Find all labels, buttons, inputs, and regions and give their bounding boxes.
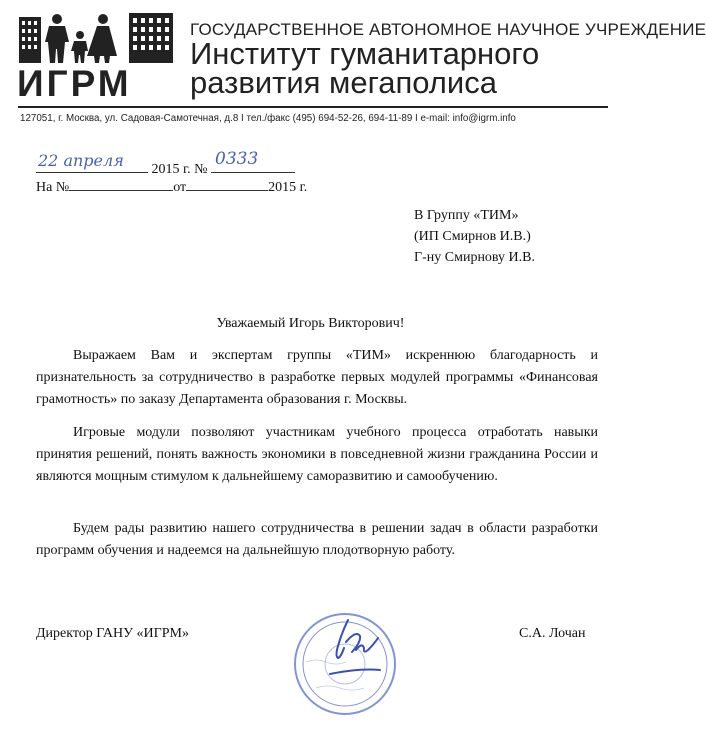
paragraph-3: Будем рады развитию нашего сотрудничества в решении задач в области разработки программ обучения и надеемся на дальнейшую плодотворную работу. <box>36 521 598 558</box>
reference-from-label: от <box>173 180 187 195</box>
paragraph-2: Игровые модули позволяют участникам учебного процесса отработать навыки принятия решений, понять важность экономики в повседневной жизни гражданина России и являются мощным стимулом к дальнейшему саморазвитию и самообучению. <box>36 425 598 484</box>
reference-date-field <box>186 176 268 191</box>
paragraph-1: Выражаем Вам и экспертам группы «ТИМ» искреннюю благодарность и признательность за сотрудничество в разработке первых модулей программы «Финансовая грамотность» по заказу Департамента образования г. Москвы. <box>36 348 598 407</box>
date-field <box>36 151 148 173</box>
reference-year-label: 2015 г. <box>268 180 308 195</box>
addressee-block <box>414 205 535 268</box>
signatory-name: С.А. Лочан <box>519 626 586 641</box>
addressee-line3: Г-ну Смирнову И.В. <box>414 250 536 265</box>
salutation: Уважаемый Игорь Викторович! <box>216 316 405 331</box>
organization-name-line2: развития мегаполиса <box>190 65 497 100</box>
stamp-signature-image <box>286 602 404 720</box>
addressee-line2: (ИП Смирнов И.В.) <box>414 229 531 244</box>
number-field <box>211 149 295 173</box>
logo-icon <box>17 11 177 65</box>
organization-name <box>190 36 610 100</box>
addressee-line1: В Группу «ТИМ» <box>414 208 519 223</box>
reference-line <box>36 176 307 196</box>
handwritten-number: 0333 <box>215 149 259 169</box>
year-number-label: 2015 г. № <box>151 162 208 177</box>
contact-line: 127051, г. Москва, ул. Садовая-Самотечная, д.8 I тел./факс (495) 694-52-26, 694-11-89 I e-mail: info@igrm.info <box>20 113 516 124</box>
reference-number-field <box>69 176 173 191</box>
logo-abbreviation: ИГРМ <box>17 63 132 104</box>
header-divider <box>18 106 608 108</box>
signatory-position: Директор ГАНУ «ИГРМ» <box>36 626 189 641</box>
organization-name-line1: Институт гуманитарного <box>190 36 540 71</box>
registration-line <box>36 149 295 178</box>
organization-type: ГОСУДАРСТВЕННОЕ АВТОНОМНОЕ НАУЧНОЕ УЧРЕЖДЕНИЕ <box>190 20 706 39</box>
handwritten-date: 22 апреля <box>38 151 124 170</box>
reference-label: На № <box>36 180 70 195</box>
